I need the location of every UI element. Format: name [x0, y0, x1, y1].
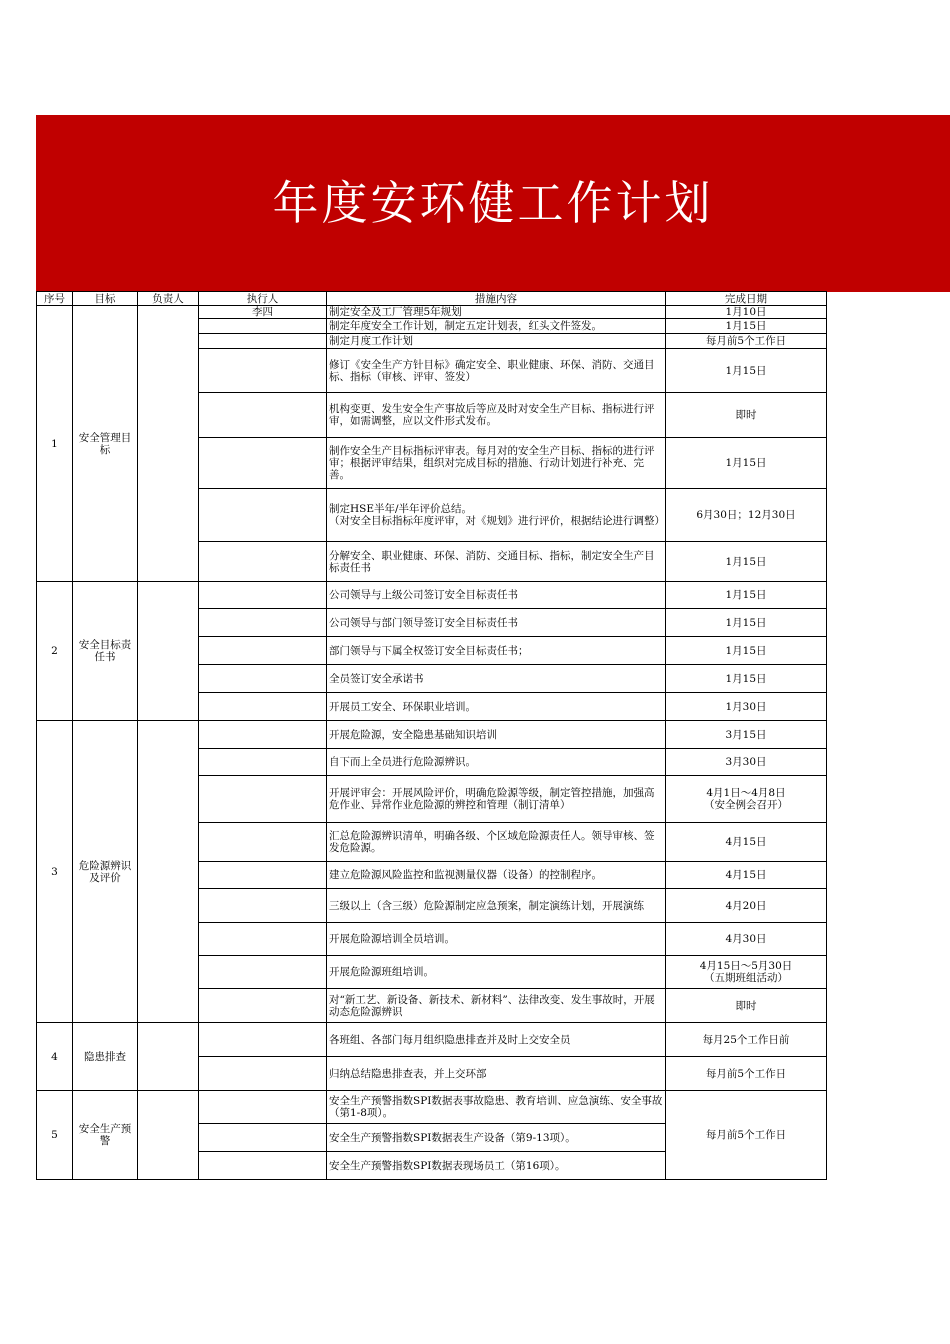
measure-cell: 公司领导与部门领导签订安全目标责任书 [327, 609, 666, 637]
group-goal: 安全生产预警 [73, 1091, 138, 1180]
executor-cell [199, 334, 327, 349]
date-cell: 3月30日 [666, 749, 827, 776]
date-cell: 1月15日 [666, 582, 827, 609]
measure-cell: 机构变更、发生安全生产事故后等应及时对安全生产目标、指标进行评审，如需调整，应以文件形式发布。 [327, 393, 666, 438]
title-banner [36, 115, 950, 292]
group-no: 5 [37, 1091, 73, 1180]
date-cell [666, 956, 827, 989]
group-goal: 隐患排查 [73, 1023, 138, 1091]
group-no: 3 [37, 721, 73, 1023]
measure-cell: 自下而上全员进行危险源辨识。 [327, 749, 666, 776]
group-goal: 危险源辨识及评价 [73, 721, 138, 1023]
group-goal: 安全管理目标 [73, 306, 138, 582]
executor-cell [199, 823, 327, 862]
measure-cell: 汇总危险源辨识清单，明确各级、个区域危险源责任人。领导审核、签发危险源。 [327, 823, 666, 862]
table-row [37, 582, 827, 609]
measure-cell: 部门领导与下属全权签订安全目标责任书； [327, 637, 666, 665]
date-cell: 1月15日 [666, 665, 827, 693]
date-cell [666, 776, 827, 823]
executor-cell [199, 1124, 327, 1152]
date-cell: 4月20日 [666, 889, 827, 923]
col-header-goal: 目标 [73, 292, 138, 306]
executor-cell [199, 956, 327, 989]
group-no: 1 [37, 306, 73, 582]
executor-cell [199, 637, 327, 665]
group-owner [138, 306, 199, 582]
measure-cell: 制作安全生产目标指标评审表。每月对的安全生产目标、指标的进行评审；根据评审结果，组织对完成目标的措施、行动计划进行补充、完善。 [327, 438, 666, 489]
date-cell: 1月15日 [666, 609, 827, 637]
executor-cell [199, 923, 327, 956]
measure-cell [327, 489, 666, 542]
table-row [37, 721, 827, 749]
executor-cell [199, 393, 327, 438]
table-row [37, 306, 827, 319]
date-note: （安全例会召开） [704, 799, 788, 811]
executor-cell [199, 749, 327, 776]
measure-cell: 归纳总结隐患排查表，并上交环部 [327, 1057, 666, 1091]
date-cell: 1月15日 [666, 349, 827, 393]
executor-cell [199, 1023, 327, 1057]
date-cell: 4月15日 [666, 823, 827, 862]
date-cell: 1月15日 [666, 637, 827, 665]
measure-cell: 建立危险源风险监控和监视测量仪器（设备）的控制程序。 [327, 862, 666, 889]
executor-cell [199, 1057, 327, 1091]
executor-cell [199, 349, 327, 393]
measure-cell: 三级以上（含三级）危险源制定应急预案，制定演练计划，开展演练 [327, 889, 666, 923]
measure-cell: 制定年度安全工作计划，制定五定计划表，红头文件签发。 [327, 319, 666, 334]
measure-cell: 制定安全及工厂管理5年规划 [327, 306, 666, 319]
group-no: 4 [37, 1023, 73, 1091]
date-cell: 每月前5个工作日 [666, 334, 827, 349]
executor-cell [199, 609, 327, 637]
measure-cell: 公司领导与上级公司签订安全目标责任书 [327, 582, 666, 609]
date-text: 4月1日～4月8日 [706, 787, 786, 799]
executor-cell [199, 1091, 327, 1124]
measure-cell: 安全生产预警指数SPI数据表现场员工（第16项）。 [327, 1152, 666, 1180]
date-cell: 3月15日 [666, 721, 827, 749]
executor-cell [199, 989, 327, 1023]
col-header-executor: 执行人 [199, 292, 327, 306]
date-cell: 6月30日；12月30日 [666, 489, 827, 542]
executor-cell: 李四 [199, 306, 327, 319]
measure-cell: 开展危险源培训全员培训。 [327, 923, 666, 956]
col-header-date: 完成日期 [666, 292, 827, 306]
measure-cell: 各班组、各部门每月组织隐患排查并及时上交安全员 [327, 1023, 666, 1057]
measure-text: 制定HSE半年/半年评价总结。 [329, 503, 473, 515]
executor-cell [199, 776, 327, 823]
executor-cell [199, 319, 327, 334]
work-plan-table [36, 291, 827, 1180]
date-cell: 1月15日 [666, 319, 827, 334]
executor-cell [199, 889, 327, 923]
col-header-measure: 措施内容 [327, 292, 666, 306]
page-title: 年度安环健工作计划 [272, 176, 714, 230]
group-no: 2 [37, 582, 73, 721]
executor-cell [199, 665, 327, 693]
measure-note: （对安全目标指标年度评审，对《规划》进行评价，根据结论进行调整） [329, 515, 665, 527]
measure-cell: 开展危险源，安全隐患基础知识培训 [327, 721, 666, 749]
table-header-row [37, 292, 827, 306]
col-header-no: 序号 [37, 292, 73, 306]
date-cell: 即时 [666, 393, 827, 438]
date-cell: 即时 [666, 989, 827, 1023]
table-row [37, 1023, 827, 1057]
group-owner [138, 582, 199, 721]
measure-cell: 分解安全、职业健康、环保、消防、交通目标、指标，制定安全生产目标责任书 [327, 542, 666, 582]
date-cell: 1月15日 [666, 542, 827, 582]
executor-cell [199, 721, 327, 749]
table-row [37, 1091, 827, 1124]
executor-cell [199, 693, 327, 721]
col-header-owner: 负责人 [138, 292, 199, 306]
group-owner [138, 1091, 199, 1180]
date-note: （五期班组活动） [704, 972, 788, 984]
executor-cell [199, 438, 327, 489]
date-cell: 1月30日 [666, 693, 827, 721]
date-cell: 每月25个工作日前 [666, 1023, 827, 1057]
date-cell: 4月15日 [666, 862, 827, 889]
measure-cell: 对“新工艺、新设备、新技术、新材料”、法律改变、发生事故时，开展动态危险源辨识 [327, 989, 666, 1023]
executor-cell [199, 489, 327, 542]
group-goal: 安全目标责任书 [73, 582, 138, 721]
measure-cell: 开展员工安全、环保职业培训。 [327, 693, 666, 721]
date-text: 4月15日～5月30日 [699, 960, 793, 972]
executor-cell [199, 1152, 327, 1180]
measure-cell: 全员签订安全承诺书 [327, 665, 666, 693]
date-cell: 1月10日 [666, 306, 827, 319]
executor-cell [199, 582, 327, 609]
measure-cell: 修订《安全生产方针目标》确定安全、职业健康、环保、消防、交通目标、指标（审核、评审、签发） [327, 349, 666, 393]
date-cell: 每月前5个工作日 [666, 1091, 827, 1180]
measure-cell: 开展评审会：开展风险评价，明确危险源等级，制定管控措施，加强高危作业、异常作业危险源的辨控和管理（制订清单） [327, 776, 666, 823]
measure-cell: 安全生产预警指数SPI数据表生产设备（第9-13项）。 [327, 1124, 666, 1152]
group-owner [138, 1023, 199, 1091]
executor-cell [199, 862, 327, 889]
date-cell: 1月15日 [666, 438, 827, 489]
executor-cell [199, 542, 327, 582]
measure-cell: 制定月度工作计划 [327, 334, 666, 349]
measure-cell: 开展危险源班组培训。 [327, 956, 666, 989]
date-cell: 4月30日 [666, 923, 827, 956]
measure-cell: 安全生产预警指数SPI数据表事故隐患、教育培训、应急演练、安全事故（第1-8项）。 [327, 1091, 666, 1124]
date-cell: 每月前5个工作日 [666, 1057, 827, 1091]
group-owner [138, 721, 199, 1023]
